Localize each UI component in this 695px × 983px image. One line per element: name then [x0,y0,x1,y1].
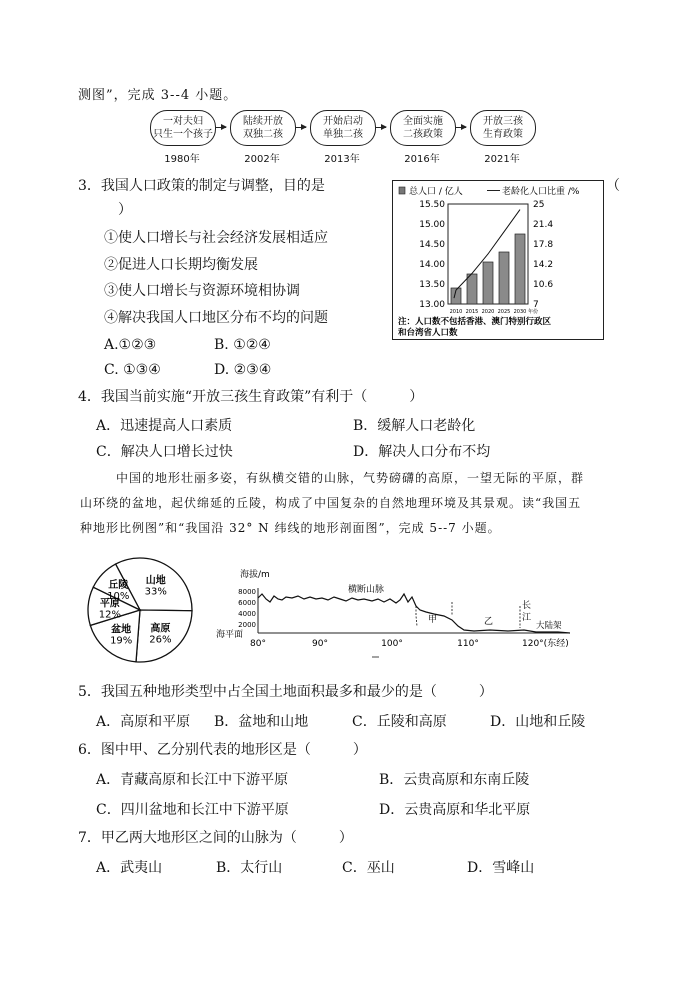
pie-slice-name: 丘陵 [108,580,129,592]
q3-paren-close: ） [118,202,132,218]
legend-line-label: 老龄化人口比重 /% [502,187,580,197]
legend-bar-label: 总人口 / 亿人 [409,187,463,197]
q5-stem: 5．我国五种地形类型中占全国土地面积最多和最少的是（ ） [78,684,493,700]
label-hengduan: 横断山脉 [348,585,385,595]
legend-bar-swatch [399,187,405,194]
pie-slice-pct: 19% [110,635,133,647]
profile-sea-level: 海平面 [216,630,244,640]
label-changjiang: 江 [522,613,532,623]
right-tick-label: 14.2 [533,260,554,270]
right-tick-label: 7 [533,300,539,310]
profile-x-tick: 100° [381,639,403,649]
policy-step-2021 [470,110,536,146]
label-shelf: 大陆架 [536,621,562,631]
q7-option-a[interactable]: A．武夷山 [96,860,163,876]
policy-line: 全面实施 [403,116,443,127]
policy-year: 2002年 [244,154,280,165]
q5-option-c[interactable]: C．丘陵和高原 [352,714,447,730]
right-tick-label: 10.6 [533,280,554,290]
profile-y-tick: 4000 [238,610,256,618]
q7-option-d[interactable]: D．雪峰山 [467,860,535,876]
right-tick-label: 21.4 [533,220,554,230]
x-tick-label: 2030 [513,309,527,315]
left-tick-label: 13.50 [419,280,445,290]
label-yi: 乙 [484,617,494,627]
population-bar [499,252,509,304]
q3-paren-open: （ [606,178,620,194]
x-axis-unit: 年份 [528,309,539,315]
policy-line: 单独二孩 [323,129,363,140]
q4-option-a[interactable]: A．迅速提高人口素质 [96,418,233,434]
q4-option-d[interactable]: D．解决人口分布不均 [353,444,491,460]
q4-stem: 4．我国当前实施“开放三孩生育政策”有利于（ ） [78,389,424,405]
profile-x-tick: 110° [457,639,479,649]
q3-item: ①使人口增长与社会经济发展相适应 [104,230,328,246]
x-tick-label: 2015 [465,309,479,315]
profile-y-tick: 2000 [238,621,256,629]
q4-option-c[interactable]: C．解决人口增长过快 [96,444,233,460]
x-tick-label: 2020 [481,309,495,315]
q7-option-b[interactable]: B．太行山 [216,860,283,876]
arrow-icon [376,127,386,128]
intro-tail: 测图”，完成 3--4 小题。 [78,88,238,103]
policy-line: 开始启动 [323,116,363,127]
q5-option-b[interactable]: B．盆地和山地 [214,714,309,730]
policy-year: 2013年 [324,154,360,165]
passage-line: 中国的地形壮丽多姿，有纵横交错的山脉，气势磅礴的高原，一望无际的平原，群 [116,471,585,485]
policy-line: 只生一个孩子 [153,129,213,140]
left-tick-label: 14.50 [419,240,445,250]
terrain-profile [212,566,584,666]
arrow-icon [456,127,466,128]
q3-option-b[interactable]: B. ①②④ [214,337,271,353]
pie-slice-name: 平原 [99,598,120,610]
profile-y-title: 海拔/m [240,570,270,580]
policy-step-2002 [230,110,296,146]
left-tick-label: 14.00 [419,260,445,270]
policy-step-2013 [310,110,376,146]
population-chart [392,180,604,340]
profile-x-tick: 80° [250,639,266,649]
arrow-icon [296,127,306,128]
label-jia: 甲 [428,615,438,625]
profile-x-tick: 120°(东经) [522,639,569,649]
chart-note: 注：人口数不包括香港、澳门特别行政区 [398,317,552,327]
right-tick-label: 25 [533,200,545,210]
q6-stem: 6．图中甲、乙分别代表的地形区是（ ） [78,742,367,758]
population-bar [467,274,477,304]
pie-slice-name: 山地 [145,575,166,587]
pie-slice-pct: 12% [98,609,122,621]
pie-slice-pct: 26% [149,634,172,646]
right-tick-label: 17.8 [533,240,554,250]
left-tick-label: 15.50 [419,200,445,210]
chart-note: 和台湾省人口数 [398,328,458,338]
q3-option-c[interactable]: C. ①③④ [104,362,161,378]
q3-option-d[interactable]: D. ②③④ [214,362,272,378]
profile-y-tick: 6000 [238,599,256,607]
q7-option-c[interactable]: C．巫山 [342,860,395,876]
left-tick-label: 15.00 [419,220,445,230]
pie-slice-pct: 33% [144,586,167,598]
q6-option-c[interactable]: C．四川盆地和长江中下游平原 [96,802,289,818]
q5-option-a[interactable]: A．高原和平原 [96,714,191,730]
q3-stem: 3．我国人口政策的制定与调整，目的是 [78,178,325,194]
q7-stem: 7．甲乙两大地形区之间的山脉为（ ） [78,830,353,846]
policy-line: 开放三孩 [483,116,523,127]
label-changjiang: 长 [522,601,532,611]
q4-option-b[interactable]: B．缓解人口老龄化 [353,418,476,434]
policy-line: 二孩政策 [403,129,443,140]
profile-boundary [416,606,417,626]
profile-y-tick: 8000 [238,588,256,596]
policy-line: 一对夫妇 [163,116,203,127]
policy-step-2016 [390,110,456,146]
pie-slice-pct: 10% [107,591,130,603]
arrow-icon [216,127,226,128]
passage-line: 山环绕的盆地，起伏绵延的丘陵，构成了中国复杂的自然地理环境及其景观。读“我国五 [80,496,582,510]
q6-option-a[interactable]: A．青藏高原和长江中下游平原 [96,772,289,788]
policy-line: 陆续开放 [243,116,283,127]
q3-option-a[interactable]: A.①②③ [104,337,157,353]
policy-line: 生育政策 [483,129,523,140]
terrain-pie-chart [82,552,198,668]
x-tick-label: 2010 [449,309,463,315]
pie-slice-name: 盆地 [111,624,132,636]
population-bar [483,262,493,304]
profile-x-tick: 90° [312,639,328,649]
policy-year: 1980年 [164,154,200,165]
policy-year: 2021年 [484,154,520,165]
population-bar [515,234,525,304]
q3-item: ④解决我国人口地区分布不均的问题 [104,310,328,326]
q6-option-b[interactable]: B．云贵高原和东南丘陵 [379,772,530,788]
policy-flow [150,110,550,166]
pie-slice-name: 高原 [150,623,171,635]
x-tick-label: 2025 [497,309,511,315]
passage-line: 种地形比例图”和“我国沿 32° N 纬线的地形剖面图”，完成 5--7 小题。 [80,521,501,535]
q6-option-d[interactable]: D．云贵高原和华北平原 [379,802,531,818]
policy-step-1980 [150,110,216,146]
q3-item: ②促进人口长期均衡发展 [104,257,258,273]
q3-item: ③使人口增长与资源环境相协调 [104,283,300,299]
policy-year: 2016年 [404,154,440,165]
policy-line: 双独二孩 [243,129,283,140]
q5-option-d[interactable]: D．山地和丘陵 [490,714,586,730]
left-tick-label: 13.00 [419,300,445,310]
